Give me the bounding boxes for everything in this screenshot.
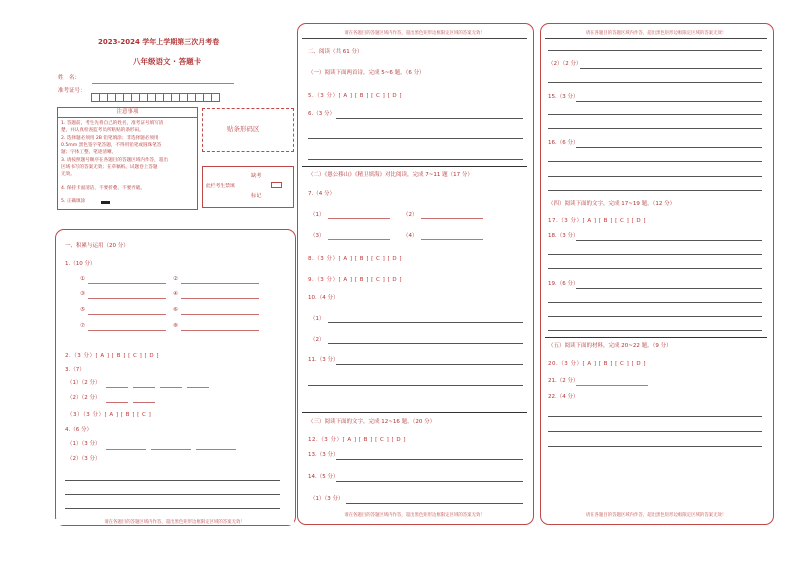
q6-label: 6.（3 分） — [308, 111, 335, 117]
answer-line[interactable] — [106, 402, 128, 403]
answer-line[interactable] — [548, 176, 762, 177]
section-two-title: 二、阅读（共 61 分） — [308, 49, 363, 55]
answer-line[interactable] — [346, 503, 523, 504]
answer-line[interactable] — [548, 128, 762, 129]
absent-mark-label: 标记 — [251, 193, 262, 199]
q3-2-label: （2）（2 分） — [67, 395, 101, 401]
barcode-label: 贴条形码区 — [227, 125, 260, 133]
barcode-area — [202, 108, 294, 152]
answer-line[interactable] — [160, 387, 182, 388]
part-four-title: （四）阅读下面的文字，完成 17~19 题。（12 分） — [548, 201, 676, 207]
q12-choices[interactable]: 12.（3 分）[ A ] [ B ] [ C ] [ D ] — [308, 437, 407, 443]
subject-title: 八年级语文 · 答题卡 — [133, 57, 202, 66]
notice-bottom: 请在各题目的答题区域内作答，超出黑色矩形边框限定区域的答案无效！ — [585, 513, 727, 518]
divider — [302, 38, 527, 39]
notes-line: 0.5mm 黑色签字笔答题，不得用铅笔或圆珠笔答 — [61, 143, 162, 148]
blank-index: ② — [173, 276, 178, 282]
answer-line[interactable] — [65, 480, 280, 481]
q18-label: 18.（3 分） — [548, 233, 579, 239]
answer-line[interactable] — [548, 446, 762, 447]
notice-top: 请在各题目的答题区域内作答，超出黑色矩形边框限定区域的答案无效！ — [585, 31, 727, 36]
answer-line[interactable] — [181, 314, 259, 315]
notice-bottom: 请在各题目的答题区域内作答，超出黑色矩形边框限定区域的答案无效！ — [55, 519, 294, 525]
blank-index: ⑤ — [80, 307, 85, 313]
q16-label: 16.（6 分） — [548, 140, 579, 146]
answer-line[interactable] — [88, 283, 166, 284]
q2-choices[interactable]: 2.（3 分）[ A ] [ B ] [ C ] [ D ] — [65, 353, 160, 359]
answer-line[interactable] — [548, 330, 762, 331]
q19-label: 19.（6 分） — [548, 281, 579, 287]
answer-line[interactable] — [548, 161, 762, 162]
q3-3-choices[interactable]: （3）（3 分）[ A ] [ B ] [ C ] — [67, 412, 152, 418]
answer-line[interactable] — [308, 138, 523, 139]
q3-label: 3.（7） — [65, 367, 85, 373]
answer-line[interactable] — [328, 239, 390, 240]
part-two-title: （二）《愚公移山》《精卫填海》对比阅读，完成 7~11 题（17 分） — [308, 172, 473, 178]
q1-label: 1.（10 分） — [65, 261, 96, 267]
answer-line[interactable] — [548, 431, 762, 432]
blank-index: ⑥ — [173, 307, 178, 313]
q5-choices[interactable]: 5.（3 分）[ A ] [ B ] [ C ] [ D ] — [308, 93, 403, 99]
answer-line[interactable] — [548, 316, 762, 317]
q13-label: 13.（3 分） — [308, 452, 339, 458]
answer-line[interactable] — [65, 494, 280, 495]
answer-line[interactable] — [576, 240, 762, 241]
answer-line[interactable] — [548, 254, 762, 255]
q10-label: 10.（4 分） — [308, 295, 339, 301]
answer-line[interactable] — [308, 159, 523, 160]
q21-label: 21.（2 分） — [548, 378, 579, 384]
answer-line[interactable] — [65, 508, 280, 509]
answer-line[interactable] — [328, 218, 390, 219]
answer-line[interactable] — [308, 385, 523, 386]
answer-line[interactable] — [336, 481, 523, 482]
q7-4-label: （4） — [403, 233, 418, 239]
q4-1-label: （1）（3 分） — [67, 441, 101, 447]
q10-2-label: （2） — [310, 337, 325, 343]
q17-choices[interactable]: 17.（3 分）[ A ] [ B ] [ C ] [ D ] — [548, 218, 647, 224]
id-number-boxes[interactable] — [91, 87, 219, 106]
notes-line: 4. 保持卡面清洁，不要折叠、不要弄破。 — [61, 186, 145, 191]
q10-1-label: （1） — [310, 316, 325, 322]
q4-label: 4.（6 分） — [65, 427, 92, 433]
answer-line[interactable] — [88, 314, 166, 315]
answer-line[interactable] — [576, 147, 762, 148]
answer-line[interactable] — [336, 364, 523, 365]
divider — [302, 166, 527, 167]
divider — [545, 38, 767, 39]
notes-line: 1. 答题前，考生先将自己的姓名，准考证号填写清 — [61, 121, 164, 126]
id-label: 准考证号： — [58, 88, 86, 94]
answer-line[interactable] — [88, 330, 166, 331]
answer-line[interactable] — [548, 416, 762, 417]
answer-line[interactable] — [181, 283, 259, 284]
blank-index: ⑧ — [173, 323, 178, 329]
notes-title: 注意事项 — [58, 108, 197, 118]
answer-line[interactable] — [576, 288, 762, 289]
q7-3-label: （3） — [310, 233, 325, 239]
answer-line[interactable] — [196, 449, 236, 450]
answer-line[interactable] — [133, 402, 155, 403]
answer-line[interactable] — [151, 449, 191, 450]
notice-bottom: 请在各题目的答题区域内作答，超出黑色矩形边框限定区域的答案无效！ — [344, 513, 485, 518]
section-one-box — [55, 229, 296, 526]
answer-line[interactable] — [576, 385, 648, 386]
filled-mark-sample — [101, 201, 110, 204]
blank-index: ④ — [173, 291, 178, 297]
answer-line[interactable] — [336, 118, 523, 119]
answer-line[interactable] — [88, 298, 166, 299]
q7-1-label: （1） — [310, 212, 325, 218]
q15-2-label: （2）（2 分） — [548, 61, 582, 67]
q14-label: 14.（5 分） — [308, 474, 339, 480]
answer-line[interactable] — [548, 190, 762, 191]
absent-label: 缺考 — [251, 173, 262, 179]
answer-line[interactable] — [181, 330, 259, 331]
notes-line: 楚，并认真检查监考员所粘贴的条形码。 — [61, 128, 144, 133]
answer-line[interactable] — [187, 387, 209, 388]
part-five-title: （五）阅读下面的材料，完成 20~22 题。（9 分） — [548, 343, 672, 349]
answer-line[interactable] — [421, 218, 483, 219]
notes-line: 题；字体工整、笔迹清晰。 — [61, 150, 117, 155]
answer-line[interactable] — [106, 387, 128, 388]
absent-mark-box[interactable] — [271, 182, 282, 188]
absent-box — [202, 166, 294, 208]
name-label: 姓 名： — [58, 75, 81, 81]
part-one-title: （一）阅读下面两首诗，完成 5~6 题。（6 分） — [308, 70, 425, 76]
notes-box — [57, 107, 198, 210]
q9-choices[interactable]: 9.（3 分）[ A ] [ B ] [ C ] [ D ] — [308, 277, 403, 283]
answer-line[interactable] — [548, 114, 762, 115]
answer-line[interactable] — [576, 101, 762, 102]
answer-line[interactable] — [548, 50, 762, 51]
divider — [545, 337, 767, 338]
blank-index: ⑦ — [80, 323, 85, 329]
section-one-title: 一、积累与运用（20 分） — [65, 243, 129, 249]
answer-line[interactable] — [181, 298, 259, 299]
notes-line: 2. 选择题必须用 2B 铅笔填涂；非选择题必须用 — [61, 136, 159, 141]
absent-note: 此栏考生禁填 — [206, 184, 235, 189]
answer-line[interactable] — [133, 387, 155, 388]
blank-index: ③ — [80, 291, 85, 297]
answer-line[interactable] — [580, 68, 762, 69]
part-three-title: （三）阅读下面的文字，完成 12~16 题。（20 分） — [308, 419, 436, 425]
q7-2-label: （2） — [403, 212, 418, 218]
notes-line: 无效。 — [61, 172, 75, 177]
notes-line: 区域书写的答案无效；在草稿纸、试题卷上答题 — [61, 165, 158, 170]
answer-line[interactable] — [328, 322, 523, 323]
q15-1-label: （1）（3 分） — [310, 496, 344, 502]
q15-label: 15.（3 分） — [548, 94, 579, 100]
q22-label: 22.（4 分） — [548, 394, 579, 400]
notice-top: 请在各题目的答题区域内作答，超出黑色矩形边框限定区域的答案无效！ — [344, 31, 485, 36]
notes-line: 5. 正确填涂 — [61, 199, 86, 204]
blank-index: ① — [80, 276, 85, 282]
answer-line[interactable] — [421, 239, 483, 240]
exam-title: 2023-2024 学年上学期第三次月考卷 — [98, 38, 220, 46]
q3-1-label: （1）（2 分） — [67, 380, 101, 386]
q11-label: 11.（3 分） — [308, 357, 339, 363]
q8-choices[interactable]: 8.（3 分）[ A ] [ B ] [ C ] [ D ] — [308, 256, 403, 262]
name-field[interactable] — [92, 83, 234, 84]
q4-2-label: （2）（3 分） — [67, 456, 101, 462]
answer-line[interactable] — [548, 302, 762, 303]
notes-line: 3. 请按照题号顺序在各题目的答题区域内作答，超出 — [61, 158, 168, 163]
answer-line[interactable] — [328, 343, 523, 344]
divider — [302, 412, 527, 413]
answer-line[interactable] — [336, 459, 523, 460]
q7-label: 7.（4 分） — [308, 191, 335, 197]
answer-line[interactable] — [548, 268, 762, 269]
answer-line[interactable] — [106, 449, 146, 450]
q20-choices[interactable]: 20.（3 分）[ A ] [ B ] [ C ] [ D ] — [548, 361, 647, 367]
answer-line[interactable] — [548, 82, 762, 83]
